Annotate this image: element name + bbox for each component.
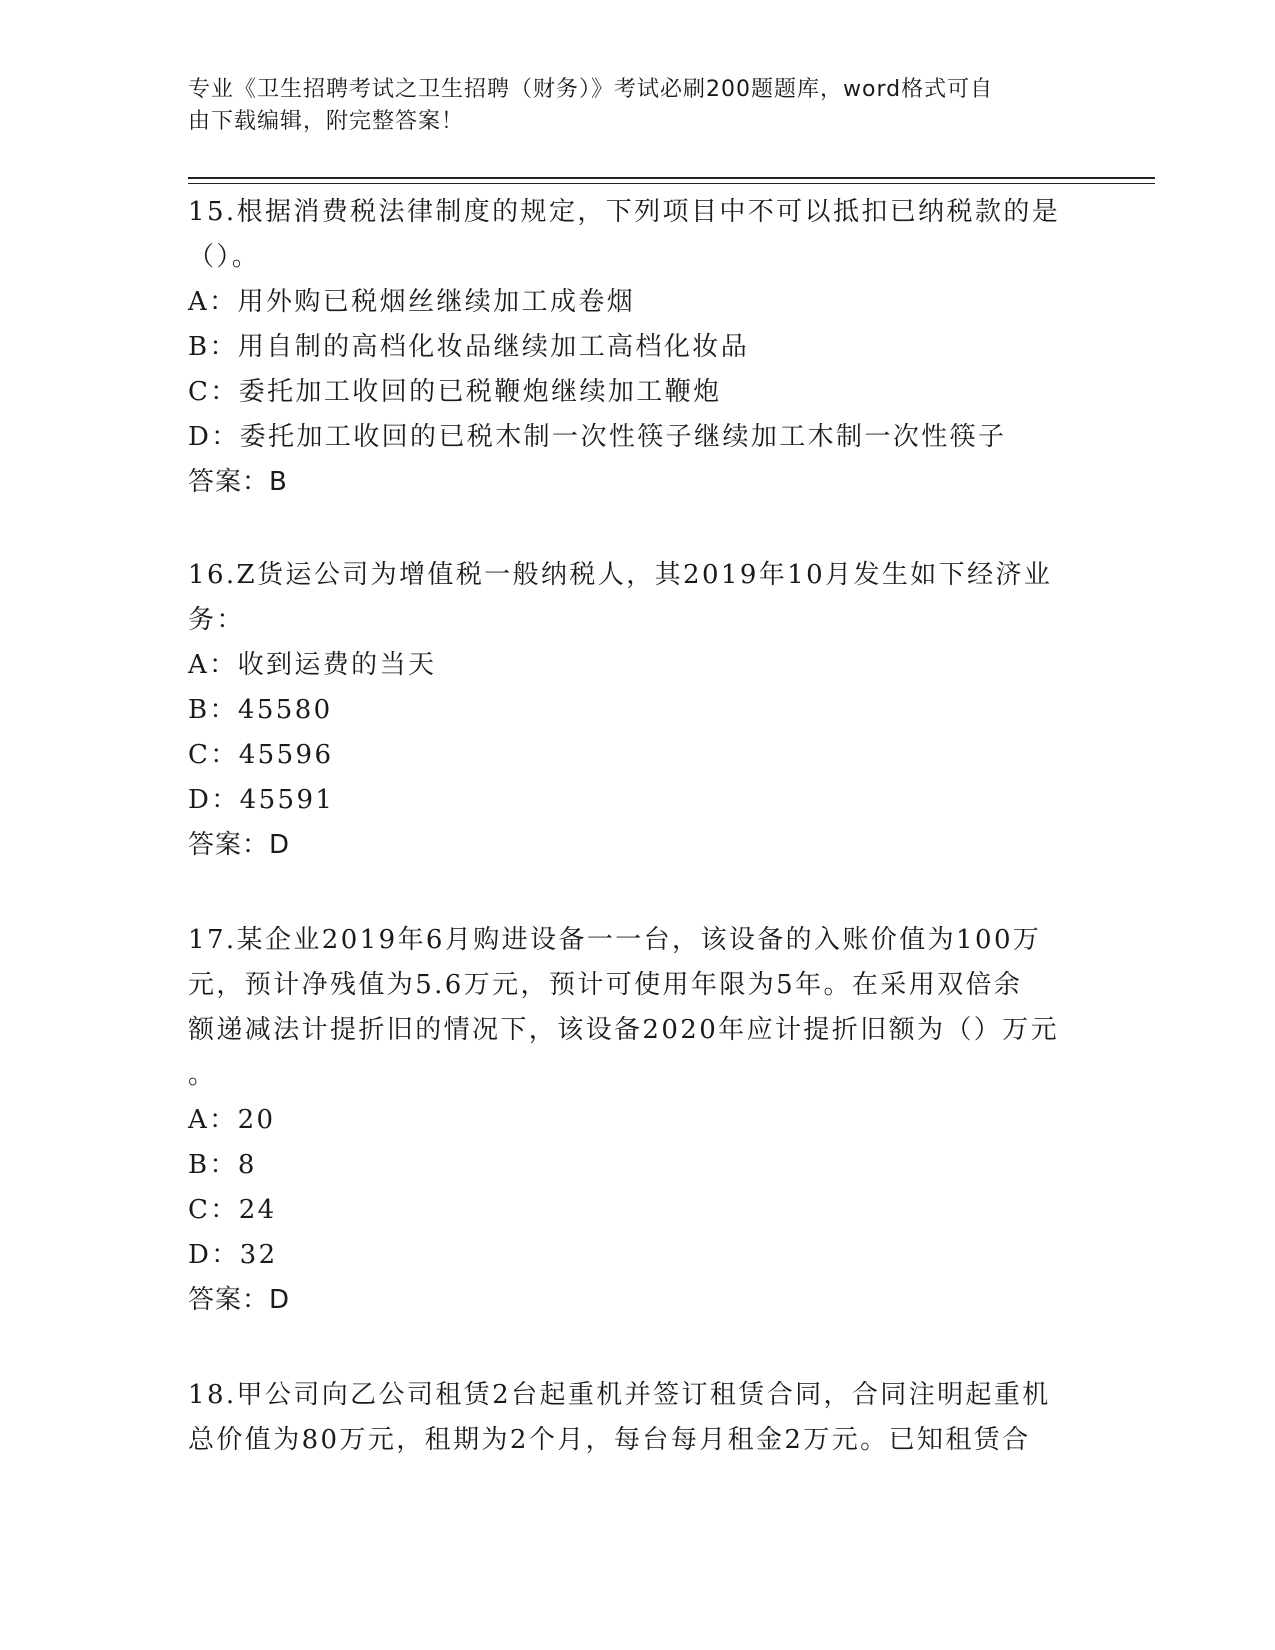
option-b: B：45580 xyxy=(188,695,333,725)
question-16 xyxy=(188,553,1088,868)
option-d: D：32 xyxy=(188,1240,278,1270)
answer-line: 答案：D xyxy=(188,830,291,860)
question-15 xyxy=(188,190,1088,505)
answer-line: 答案：D xyxy=(188,1285,291,1315)
document-header xyxy=(188,74,1068,138)
option-c: C：45596 xyxy=(188,740,334,770)
header-line-2: 由下载编辑，附完整答案！ xyxy=(188,109,465,134)
question-17 xyxy=(188,918,1088,1323)
option-b: B：8 xyxy=(188,1150,257,1180)
question-stem-line: 17.某企业2019年6月购进设备一一台，该设备的入账价值为100万 xyxy=(188,925,1042,955)
question-stem-line: 16.Z货运公司为增值税一般纳税人，其2019年10月发生如下经济业 xyxy=(188,560,1053,590)
question-stem-line: （）。 xyxy=(188,242,261,272)
question-stem-line: 额递减法计提折旧的情况下，该设备2020年应计提折旧额为（）万元 xyxy=(188,1015,1059,1045)
question-stem-line: 。 xyxy=(188,1060,217,1090)
option-c: C：24 xyxy=(188,1195,277,1225)
question-stem-line: 15.根据消费税法律制度的规定，下列项目中不可以抵扣已纳税款的是 xyxy=(188,197,1061,227)
option-a: A：用外购已税烟丝继续加工成卷烟 xyxy=(188,287,636,317)
option-a: A：20 xyxy=(188,1105,276,1135)
header-line-1: 专业《卫生招聘考试之卫生招聘（财务）》考试必刷200题题库，word格式可自 xyxy=(188,77,994,102)
question-stem-line: 务： xyxy=(188,605,245,635)
question-18 xyxy=(188,1373,1088,1463)
question-stem-line: 18.甲公司向乙公司租赁2台起重机并签订租赁合同，合同注明起重机 xyxy=(188,1380,1051,1410)
option-d: D：45591 xyxy=(188,785,335,815)
question-stem-line: 元，预计净残值为5.6万元，预计可使用年限为5年。在采用双倍余 xyxy=(188,970,1023,1000)
option-d: D：委托加工收回的已税木制一次性筷子继续加工木制一次性筷子 xyxy=(188,422,1007,452)
question-stem-line: 总价值为80万元，租期为2个月，每台每月租金2万元。已知租赁合 xyxy=(188,1425,1031,1455)
answer-line: 答案：B xyxy=(188,467,288,497)
option-b: B：用自制的高档化妆品继续加工高档化妆品 xyxy=(188,332,750,362)
header-divider-thin xyxy=(188,183,1155,184)
option-c: C：委托加工收回的已税鞭炮继续加工鞭炮 xyxy=(188,377,722,407)
header-divider-thick xyxy=(188,177,1155,179)
option-a: A：收到运费的当天 xyxy=(188,650,437,680)
